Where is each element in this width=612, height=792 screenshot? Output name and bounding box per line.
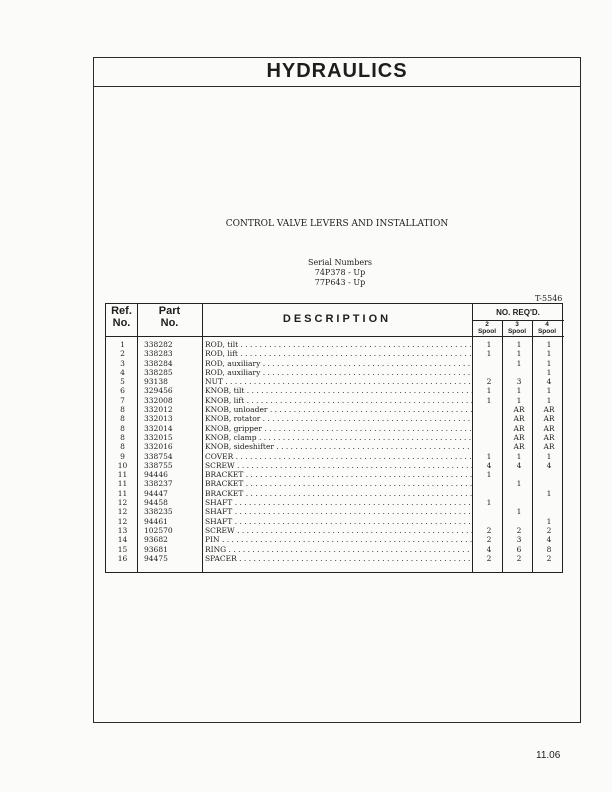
part-number-cell: 93681 xyxy=(144,544,168,554)
parts-table xyxy=(105,303,563,573)
description-cell: RING . . . xyxy=(205,545,473,554)
qty-2-spool-cell: 1 xyxy=(486,386,492,396)
qty-3-spool-cell: AR xyxy=(513,442,525,452)
description-cell: BRACKET . . . xyxy=(205,489,473,498)
qty-3-spool-cell: 6 xyxy=(516,544,522,554)
spool-label: Spool xyxy=(507,328,527,335)
spool-count-4: 4 xyxy=(545,321,549,328)
description-cell: KNOB, gripper . . . xyxy=(205,424,473,433)
qty-4-spool-cell: 1 xyxy=(546,358,552,368)
part-number-cell: 338237 xyxy=(144,479,173,489)
ref-cell: 11 xyxy=(117,479,128,489)
ref-cell: 10 xyxy=(117,460,128,470)
qty-2-spool-cell: 1 xyxy=(486,470,492,480)
ref-cell: 16 xyxy=(117,553,128,563)
ref-cell: 12 xyxy=(117,507,128,517)
qty-4-spool-cell: 8 xyxy=(546,544,552,554)
qty-4-spool-cell: AR xyxy=(543,414,555,424)
description-cell: NUT . . . xyxy=(205,377,473,386)
header-bottom-rule xyxy=(106,336,564,337)
qty-3-spool-cell: 2 xyxy=(516,525,522,535)
spool-label: Spool xyxy=(537,328,557,335)
header-no-required: NO. REQ'D. xyxy=(496,308,540,317)
ref-cell: 8 xyxy=(120,414,125,424)
table-row xyxy=(106,452,564,461)
description-cell: ROD, tilt . . . xyxy=(205,340,473,349)
qty-3-spool-cell: 1 xyxy=(516,349,522,359)
description-cell: BRACKET . . . xyxy=(205,470,473,479)
ref-cell: 4 xyxy=(120,367,125,377)
description-cell: SHAFT . . . xyxy=(205,498,473,507)
description-cell: COVER . . . xyxy=(205,452,473,461)
description-cell: SHAFT . . . xyxy=(205,517,473,526)
part-number-cell: 329456 xyxy=(144,386,173,396)
qty-4-spool-cell: AR xyxy=(543,432,555,442)
ref-cell: 15 xyxy=(117,544,128,554)
header-part-line2: No. xyxy=(160,317,179,329)
qty-3-spool-cell: AR xyxy=(513,414,525,424)
table-row xyxy=(106,377,564,386)
table-row xyxy=(106,396,564,405)
part-number-cell: 94461 xyxy=(144,516,168,526)
table-row xyxy=(106,517,564,526)
qty-4-spool-cell: 1 xyxy=(546,386,552,396)
table-row xyxy=(106,405,564,414)
part-number-cell: 332016 xyxy=(144,442,173,452)
document-reference: T-5546 xyxy=(535,294,563,303)
description-cell: SCREW . . . xyxy=(205,526,473,535)
serial-range-2: 77P643 - Up xyxy=(314,278,366,287)
qty-4-spool-cell: 4 xyxy=(546,460,552,470)
qty-4-spool-cell: 1 xyxy=(546,340,552,349)
qty-4-spool-cell: 4 xyxy=(546,377,552,387)
page-number: 11.06 xyxy=(536,750,561,761)
ref-cell: 8 xyxy=(120,405,125,415)
ref-cell: 12 xyxy=(117,498,128,508)
qty-3-spool-cell: 3 xyxy=(516,377,522,387)
part-number-cell: 332014 xyxy=(144,423,173,433)
description-cell: KNOB, lift . . . xyxy=(205,396,473,405)
table-row xyxy=(106,498,564,507)
part-number-cell: 338285 xyxy=(144,367,173,377)
qty-2-spool-cell: 4 xyxy=(486,544,492,554)
description-cell: ROD, auxiliary . . . xyxy=(205,368,473,377)
spool-count-3: 3 xyxy=(515,321,519,328)
qty-2-spool-cell: 4 xyxy=(486,460,492,470)
part-number-cell: 332008 xyxy=(144,395,173,405)
qty-2-spool-cell: 1 xyxy=(486,349,492,359)
qty-3-spool-cell: 1 xyxy=(516,340,522,349)
qty-2-spool-cell: 1 xyxy=(486,395,492,405)
qty-4-spool-cell: 1 xyxy=(546,516,552,526)
spool-label: Spool xyxy=(477,328,497,335)
ref-cell: 11 xyxy=(117,470,128,480)
ref-cell: 2 xyxy=(120,349,125,359)
description-cell: KNOB, sideshifter . . . xyxy=(205,442,473,451)
qty-3-spool-cell: 3 xyxy=(516,535,522,545)
table-row xyxy=(106,526,564,535)
qty-4-spool-cell: 1 xyxy=(546,451,552,461)
qty-4-spool-cell: AR xyxy=(543,423,555,433)
table-row xyxy=(106,386,564,395)
part-number-cell: 338755 xyxy=(144,460,173,470)
description-cell: KNOB, rotator . . . xyxy=(205,414,473,423)
description-cell: SHAFT . . . xyxy=(205,507,473,516)
ref-cell: 7 xyxy=(120,395,125,405)
table-row xyxy=(106,507,564,516)
part-number-cell: 332015 xyxy=(144,432,173,442)
table-row xyxy=(106,442,564,451)
qty-3-spool-cell: 1 xyxy=(516,395,522,405)
table-body xyxy=(106,340,564,563)
description-cell: KNOB, clamp . . . xyxy=(205,433,473,442)
ref-cell: 3 xyxy=(120,358,125,368)
table-row xyxy=(106,424,564,433)
table-row xyxy=(106,340,564,349)
part-number-cell: 102570 xyxy=(144,525,173,535)
qty-4-spool-cell: 1 xyxy=(546,367,552,377)
part-number-cell: 93682 xyxy=(144,535,168,545)
qty-2-spool-cell: 1 xyxy=(486,451,492,461)
description-cell: ROD, auxiliary . . . xyxy=(205,359,473,368)
ref-cell: 8 xyxy=(120,432,125,442)
table-row xyxy=(106,535,564,544)
qty-3-spool-cell: 1 xyxy=(516,358,522,368)
description-cell: KNOB, unloader . . . xyxy=(205,405,473,414)
header-ref-no xyxy=(106,305,137,329)
qty-3-spool-cell: AR xyxy=(513,432,525,442)
part-number-cell: 338754 xyxy=(144,451,173,461)
ref-cell: 8 xyxy=(120,442,125,452)
part-number-cell: 332013 xyxy=(144,414,173,424)
qty-2-spool-cell: 2 xyxy=(486,525,492,535)
part-number-cell: 338283 xyxy=(144,349,173,359)
table-row xyxy=(106,470,564,479)
page-title: HYDRAULICS xyxy=(266,60,408,82)
qty-4-spool-cell: AR xyxy=(543,405,555,415)
part-number-cell: 332012 xyxy=(144,405,173,415)
ref-cell: 6 xyxy=(120,386,125,396)
header-spool-2 xyxy=(472,321,502,335)
part-number-cell: 338235 xyxy=(144,507,173,517)
qty-4-spool-cell: 4 xyxy=(546,535,552,545)
table-row xyxy=(106,554,564,563)
qty-3-spool-cell: 4 xyxy=(516,460,522,470)
qty-2-spool-cell: 1 xyxy=(486,340,492,349)
description-cell: SPACER . . . xyxy=(205,554,473,563)
ref-cell: 12 xyxy=(117,516,128,526)
header-rule xyxy=(93,86,581,87)
qty-4-spool-cell: 1 xyxy=(546,488,552,498)
table-row xyxy=(106,479,564,488)
qty-3-spool-cell: 1 xyxy=(516,386,522,396)
ref-cell: 9 xyxy=(120,451,125,461)
qty-3-spool-cell: AR xyxy=(513,423,525,433)
serial-numbers xyxy=(290,258,390,288)
qty-4-spool-cell: 2 xyxy=(546,553,552,563)
part-number-cell: 94446 xyxy=(144,470,168,480)
part-number-cell: 338282 xyxy=(144,340,173,349)
ref-cell: 5 xyxy=(120,377,125,387)
ref-cell: 1 xyxy=(120,340,125,349)
qty-3-spool-cell: 1 xyxy=(516,479,522,489)
qty-2-spool-cell: 1 xyxy=(486,498,492,508)
description-cell: BRACKET . . . xyxy=(205,479,473,488)
qty-3-spool-cell: 1 xyxy=(516,507,522,517)
part-number-cell: 94475 xyxy=(144,553,168,563)
ref-cell: 13 xyxy=(117,525,128,535)
ref-cell: 11 xyxy=(117,488,128,498)
description-cell: PIN . . . xyxy=(205,535,473,544)
spool-count-2: 2 xyxy=(485,321,489,328)
part-number-cell: 93138 xyxy=(144,377,168,387)
header-part-no xyxy=(137,305,202,329)
header-spool-3 xyxy=(502,321,532,335)
header-part-line1: Part xyxy=(158,305,181,317)
qty-2-spool-cell: 2 xyxy=(486,535,492,545)
qty-2-spool-cell: 2 xyxy=(486,377,492,387)
header-ref-line1: Ref. xyxy=(111,305,132,317)
qty-2-spool-cell: 2 xyxy=(486,553,492,563)
table-row xyxy=(106,359,564,368)
qty-4-spool-cell: 2 xyxy=(546,525,552,535)
table-row xyxy=(106,368,564,377)
qty-3-spool-cell: AR xyxy=(513,405,525,415)
ref-cell: 14 xyxy=(117,535,128,545)
description-cell: ROD, lift . . . xyxy=(205,349,473,358)
description-cell: SCREW . . . xyxy=(205,461,473,470)
table-row xyxy=(106,545,564,554)
table-row xyxy=(106,349,564,358)
qty-4-spool-cell: AR xyxy=(543,442,555,452)
qty-3-spool-cell: 2 xyxy=(516,553,522,563)
qty-4-spool-cell: 1 xyxy=(546,349,552,359)
serial-range-1: 74P378 - Up xyxy=(314,268,366,277)
header-ref-line2: No. xyxy=(112,317,131,329)
part-number-cell: 338284 xyxy=(144,358,173,368)
table-row xyxy=(106,433,564,442)
qty-4-spool-cell: 1 xyxy=(546,395,552,405)
header-description: DESCRIPTION xyxy=(282,313,392,325)
table-row xyxy=(106,489,564,498)
qty-3-spool-cell: 1 xyxy=(516,451,522,461)
header-spool-4 xyxy=(532,321,562,335)
serial-heading: Serial Numbers xyxy=(308,258,372,267)
description-cell: KNOB, tilt . . . xyxy=(205,386,473,395)
part-number-cell: 94458 xyxy=(144,498,168,508)
table-row xyxy=(106,414,564,423)
ref-cell: 8 xyxy=(120,423,125,433)
section-subtitle: CONTROL VALVE LEVERS AND INSTALLATION xyxy=(225,219,449,229)
part-number-cell: 94447 xyxy=(144,488,168,498)
table-row xyxy=(106,461,564,470)
